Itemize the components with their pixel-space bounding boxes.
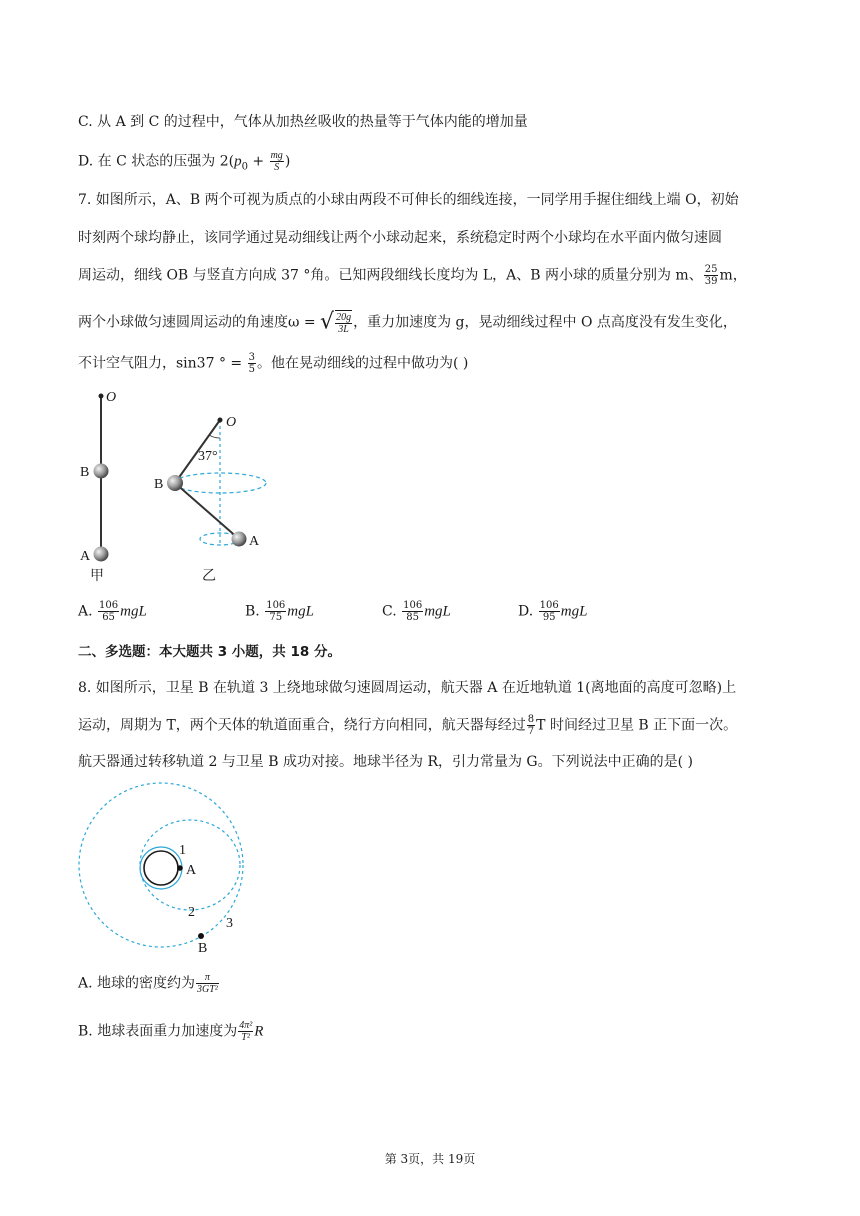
q8-time-fraction: $\frac{8}{7}$ [527,714,535,737]
q6-option-d [78,150,290,177]
q7-fig2-ball-a [232,532,247,547]
q8-spacecraft-a [177,865,183,871]
q8-satellite-b [198,933,204,939]
q8-option-b-text: B. 地球表面重力加速度为 [78,1023,238,1040]
q7-fig2-string-ba [175,483,239,539]
q6-option-d-plus: + [247,153,269,170]
q8-line-2 [78,714,737,737]
q7-fig2-label-angle: 37° [198,449,218,464]
q8-label-orbit-1: 1 [179,843,186,858]
q8-option-b-fraction: $\frac{\text{4π²}}{\text{T²}}$ [239,1020,253,1043]
q7-fig2-label-o: O [226,415,237,430]
q7-fig2-ball-b [167,475,183,491]
q8-line-2-end: T 时间经过卫星 B 正下面一次。 [536,717,738,734]
q7-line-1: 7. 如图所示，A、B 两个可视为质点的小球由两段不可伸长的细线连接，一同学用手握住细线上端 O，初始 [78,192,739,208]
q7-line-5-text: 不计空气阻力，sin37 ° = [78,355,247,372]
page-footer: 第 3页，共 19页 [384,1152,476,1166]
q8-label-orbit-3: 3 [226,916,233,931]
q7-line-5-end: 。他在晃动细线的过程中做功为( ) [256,355,469,372]
q6-option-d-fraction: $\frac{mg}{S}$ [270,150,283,173]
q6-option-d-prefix: D. 在 C 状态的压强为 2( [78,153,235,170]
q7-fig1-label-o: O [106,390,117,405]
q7-sqrt-expression: √ $\frac{20g}{3L}$ [320,309,352,335]
q8-option-b-suffix: R [254,1023,264,1040]
q8-label-orbit-2: 2 [188,905,195,920]
q7-figure [72,388,272,588]
q7-line-4-end: ，重力加速度为 g，晃动细线过程中 O 点高度没有发生变化， [353,314,737,331]
q7-line-4-text: 两个小球做匀速圆周运动的角速度ω = [78,314,321,331]
q7-fig2-point-o [218,418,223,423]
q8-orbit-figure [76,792,256,956]
q6-option-c: C. 从 A 到 C 的过程中，气体从加热丝吸收的热量等于气体内能的增加量 [78,114,528,130]
q7-mass-fraction: $\frac{25}{39}$ [704,264,718,287]
q7-fig2-label-b: B [154,477,164,492]
q7-fig1-ball-b [94,464,109,479]
q7-line-5 [78,352,468,375]
q7-line-3 [78,264,747,287]
q8-option-a-fraction: $\frac{\pi}{\text{3GT²}}$ [197,972,218,995]
q8-option-a [78,972,220,995]
section-heading-multiple-choice: 二、多选题：本大题共 3 小题，共 18 分。 [78,644,341,660]
q7-fig2-label-a: A [249,534,260,549]
q7-fig1-label-a: A [80,549,91,564]
q8-option-b [78,1020,263,1043]
q8-label-b: B [198,941,208,956]
q6-option-d-suffix: ) [284,153,291,170]
q7-line-4 [78,310,737,335]
q7-line-2: 时刻两个球均静止，该同学通过晃动细线让两个小球动起来，系统稳定时两个小球均在水平面内做匀速圆 [78,230,722,246]
q8-label-a: A [186,863,197,878]
q7-line-3-text: 周运动，细线 OB 与竖直方向成 37 °角。已知两段细线长度均为 L，A、B 两小球的质量分别为 m、 [78,267,703,284]
q7-fig1-caption: 甲 [90,569,104,584]
q7-fig2-caption: 乙 [202,569,216,584]
q8-line-2-text: 运动，周期为 T，两个天体的轨道面重合，绕行方向相同，航天器每经过 [78,717,526,734]
q7-option-b: B. $\frac{106}{75}$ mgL [245,600,314,623]
q7-line-3-end: m， [719,267,747,284]
q7-sin-fraction: $\frac{3}{5}$ [248,352,255,375]
q8-option-a-text: A. 地球的密度约为 [78,975,196,992]
q7-option-c: C. $\frac{106}{85}$ mgL [382,600,451,623]
q6-option-d-p: p [234,153,242,170]
q7-fig1-ball-a [94,547,109,562]
q7-fig2-angle-arc [209,435,220,438]
q8-earth [144,851,178,885]
q8-line-1: 8. 如图所示，卫星 B 在轨道 3 上绕地球做匀速圆周运动，航天器 A 在近地轨道 1(离地面的高度可忽略)上 [78,680,737,696]
q7-fig1-label-b: B [80,465,90,480]
q6-option-d-sub: 0 [241,161,248,173]
q8-line-3: 航天器通过转移轨道 2 与卫星 B 成功对接。地球半径为 R，引力常量为 G。下列说法中正确的是( ) [78,754,693,770]
q7-option-d: D. $\frac{106}{95}$ mgL [518,600,588,623]
q7-option-a: A. $\frac{106}{65}$ mgL [78,600,147,623]
q7-fig1-point-o [99,394,104,399]
